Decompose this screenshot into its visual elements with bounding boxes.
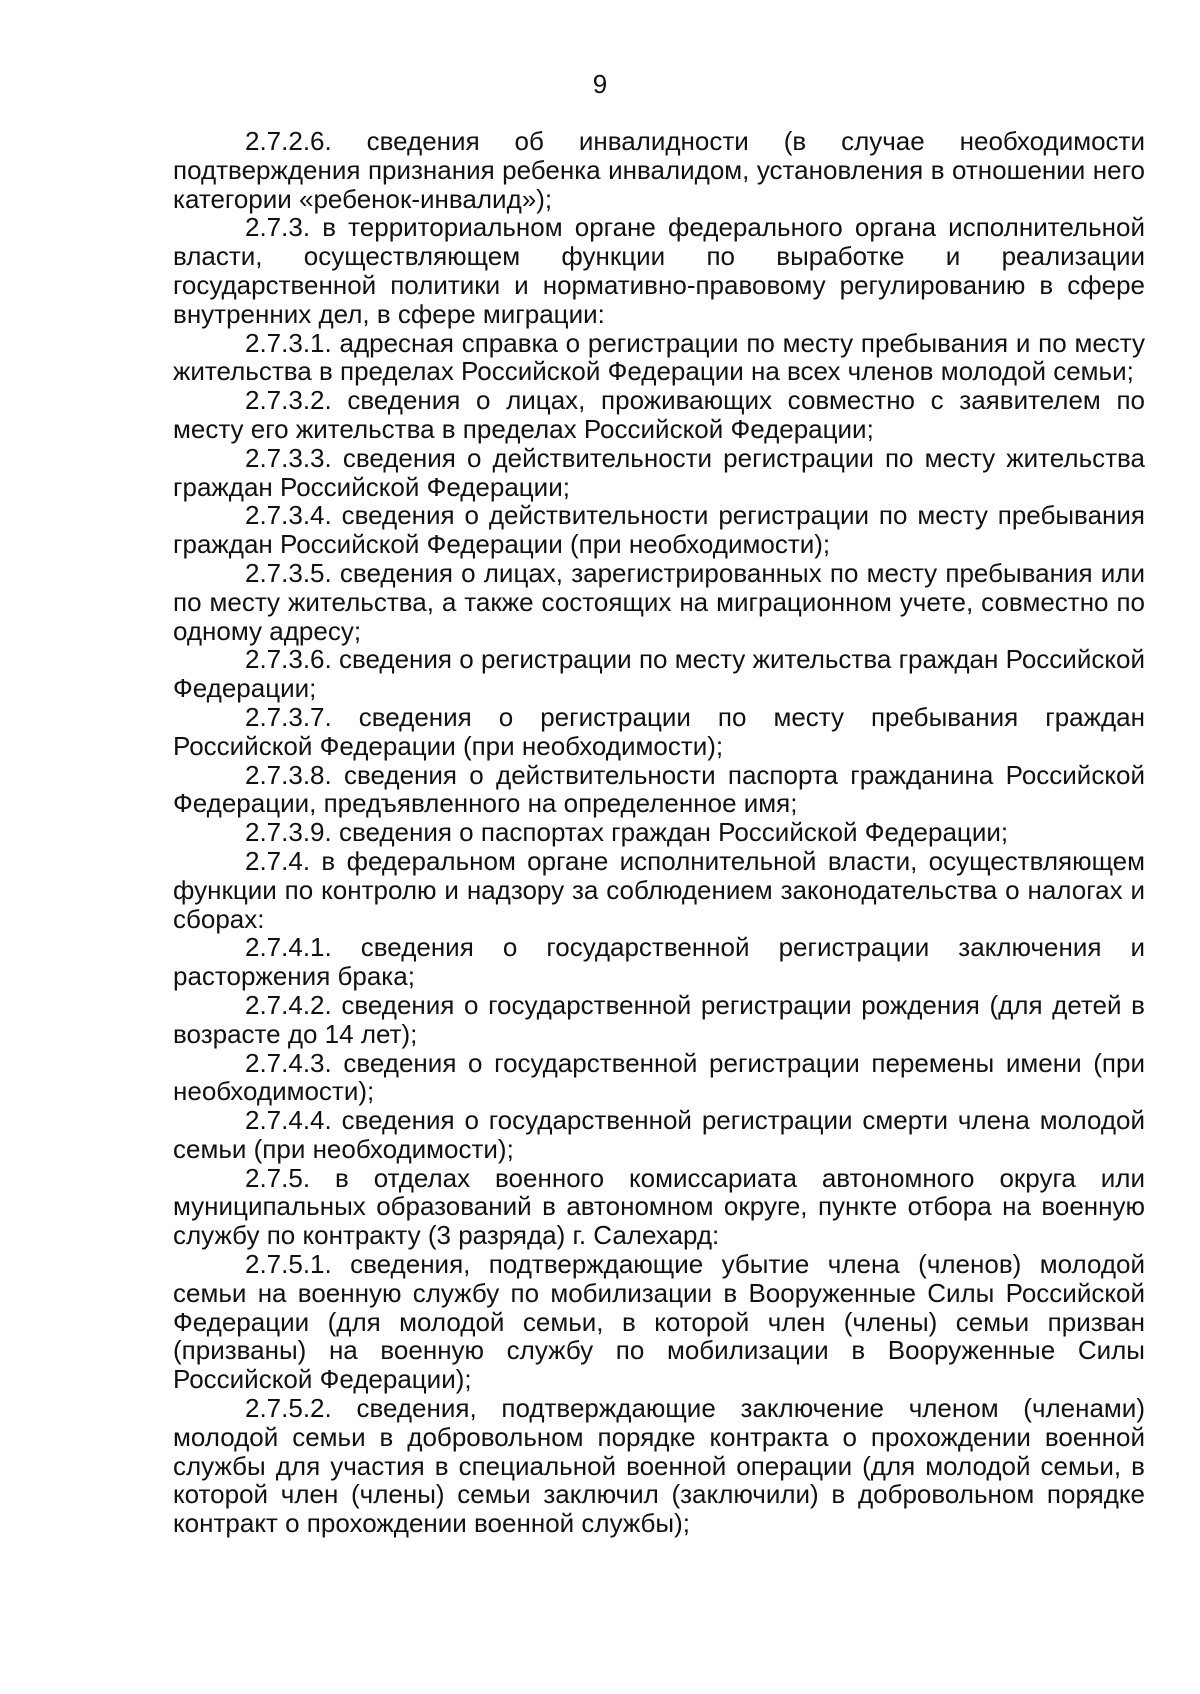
paragraph-2-7-3-2: 2.7.3.2. сведения о лицах, проживающих совместно с заявителем по месту его жительства в пределах Российской Федерации; xyxy=(173,385,1145,444)
paragraph-2-7-5-1: 2.7.5.1. сведения, подтверждающие убытие члена (членов) молодой семьи на военную службу по мобилизации в Вооруженные Силы Российской Федерации (для молодой семьи, в которой член (члены) семьи призван (призваны) на военную службу по мобилизации в Вооруженные Силы Российской Федерации); xyxy=(173,1249,1145,1395)
paragraph-2-7-5-2: 2.7.5.2. сведения, подтверждающие заключение членом (членами) молодой семьи в добровольном порядке контракта о прохождении военной службы для участия в специальной военной операции (для молодой семьи, в которой член (члены) семьи заключил (заключили) в добровольном порядке контракт о прохождении военной службы); xyxy=(173,1393,1145,1539)
paragraph-2-7-3-6: 2.7.3.6. сведения о регистрации по месту жительства граждан Российской Федерации; xyxy=(173,644,1145,704)
page-number: 9 xyxy=(592,69,608,99)
paragraph-2-7-2-6: 2.7.2.6. сведения об инвалидности (в случае необходимости подтверждения признания ребенка инвалидом, установления в отношении него категории «ребенок-инвалид»); xyxy=(173,126,1145,214)
paragraph-2-7-4-4: 2.7.4.4. сведения о государственной регистрации смерти члена молодой семьи (при необходимости); xyxy=(173,1105,1145,1164)
paragraph-2-7-3-4: 2.7.3.4. сведения о действительности регистрации по месту пребывания граждан Российской Федерации (при необходимости); xyxy=(173,500,1145,560)
paragraph-2-7-3-7: 2.7.3.7. сведения о регистрации по месту пребывания граждан Российской Федерации (при необходимости); xyxy=(173,701,1145,761)
paragraph-2-7-3-3: 2.7.3.3. сведения о действительности регистрации по месту жительства граждан Российской Федерации; xyxy=(173,442,1145,502)
paragraph-2-7-3-5: 2.7.3.5. сведения о лицах, зарегистрированных по месту пребывания или по месту жительства, а также состоящих на миграционном учете, совместно по одному адресу; xyxy=(173,557,1145,646)
paragraph-2-7-4: 2.7.4. в федеральном органе исполнительной власти, осуществляющем функции по контролю и надзору за соблюдением законодательства о налогах и сборах: xyxy=(173,845,1145,934)
paragraph-2-7-4-2: 2.7.4.2. сведения о государственной регистрации рождения (для детей в возрасте до 14 лет); xyxy=(173,989,1145,1049)
document-body xyxy=(173,127,1145,1538)
paragraph-2-7-4-1: 2.7.4.1. сведения о государственной регистрации заключения и расторжения брака; xyxy=(173,932,1145,992)
paragraph-2-7-3-1: 2.7.3.1. адресная справка о регистрации по месту пребывания и по месту жительства в пределах Российской Федерации на всех членов молодой семьи; xyxy=(173,327,1145,387)
paragraph-2-7-5: 2.7.5. в отделах военного комиссариата автономного округа или муниципальных образований в автономном округе, пункте отбора на военную службу по контракту (3 разряда) г. Салехард: xyxy=(173,1162,1145,1251)
paragraph-2-7-3-8: 2.7.3.8. сведения о действительности паспорта гражданина Российской Федерации, предъявленного на определенное имя; xyxy=(173,759,1145,819)
paragraph-2-7-3: 2.7.3. в территориальном органе федерального органа исполнительной власти, осуществляющем функции по выработке и реализации государственной политики и нормативно-правовому регулированию в сфере внутренних дел, в сфере миграции: xyxy=(173,212,1145,329)
paragraph-2-7-4-3: 2.7.4.3. сведения о государственной регистрации перемены имени (при необходимости); xyxy=(173,1047,1145,1107)
paragraph-2-7-3-9: 2.7.3.9. сведения о паспортах граждан Российской Федерации; xyxy=(245,817,1009,848)
